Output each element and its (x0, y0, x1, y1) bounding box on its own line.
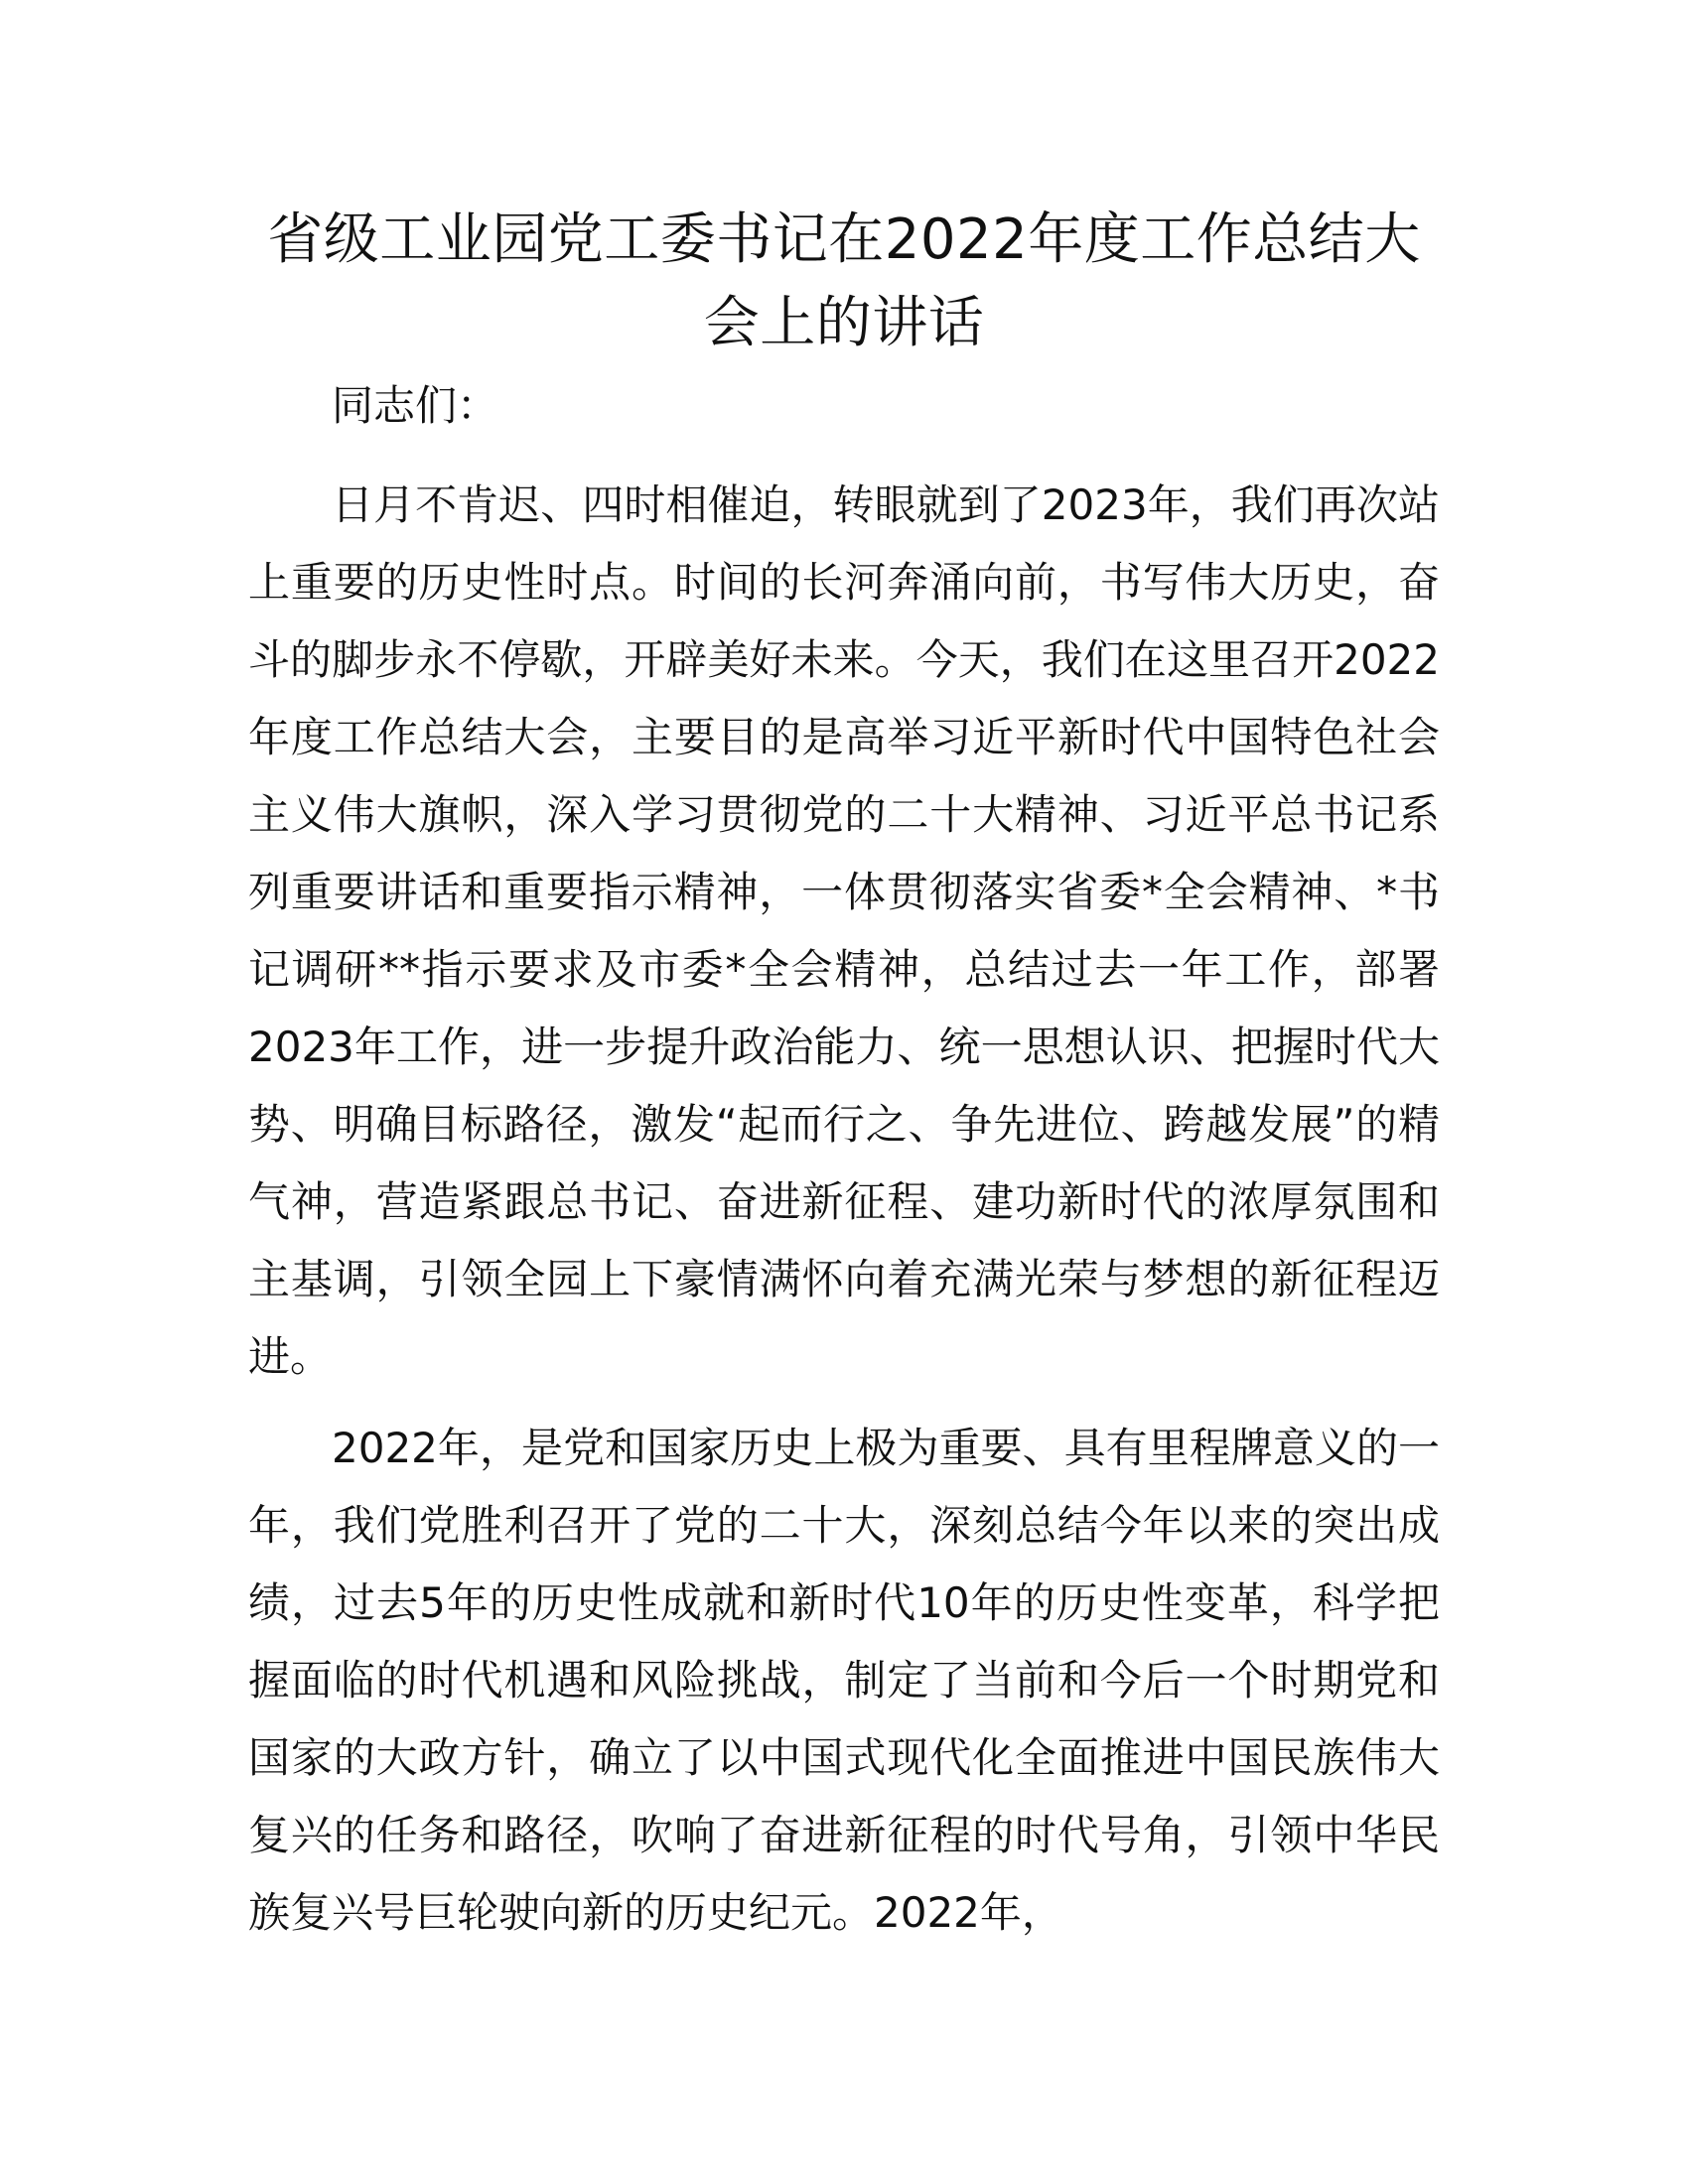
salutation: 同志们： (332, 381, 499, 430)
paragraph-1: 日月不肯迟、四时相催迫，转眼就到了2023年，我们再次站上重要的历史性时点。时间的长河奔涌向前，书写伟大历史，奋斗的脚步永不停歇，开辟美好未来。今天，我们在这里召开2022年度工作总结大会，主要目的是高举习近平新时代中国特色社会主义伟大旗帜，深入学习贯彻党的二十大精神、习近平总书记系列重要讲话和重要指示精神，一体贯彻落实省委*全会精神、*书记调研**指示要求及市委*全会精神，总结过去一年工作，部署2023年工作，进一步提升政治能力、统一思想认识、把握时代大势、明确目标路径，激发“起而行之、争先进位、跨越发展”的精气神，营造紧跟总书记、奋进新征程、建功新时代的浓厚氛围和主基调，引领全园上下豪情满怀向着充满光荣与梦想的新征程迈进。 (248, 480, 1440, 1381)
document-title: 省级工业园党工委书记在2022年度工作总结大会上的讲话 (267, 207, 1421, 355)
document-body (248, 199, 1440, 1952)
paragraph-2: 2022年，是党和国家历史上极为重要、具有里程牌意义的一年，我们党胜利召开了党的二十大，深刻总结今年以来的突出成绩，过去5年的历史性成就和新时代10年的历史性变革，科学把握面临的时代机遇和风险挑战，制定了当前和今后一个时期党和国家的大政方针，确立了以中国式现代化全面推进中国民族伟大复兴的任务和路径，吹响了奋进新征程的时代号角，引领中华民族复兴号巨轮驶向新的历史纪元。2022年， (248, 1424, 1440, 1937)
